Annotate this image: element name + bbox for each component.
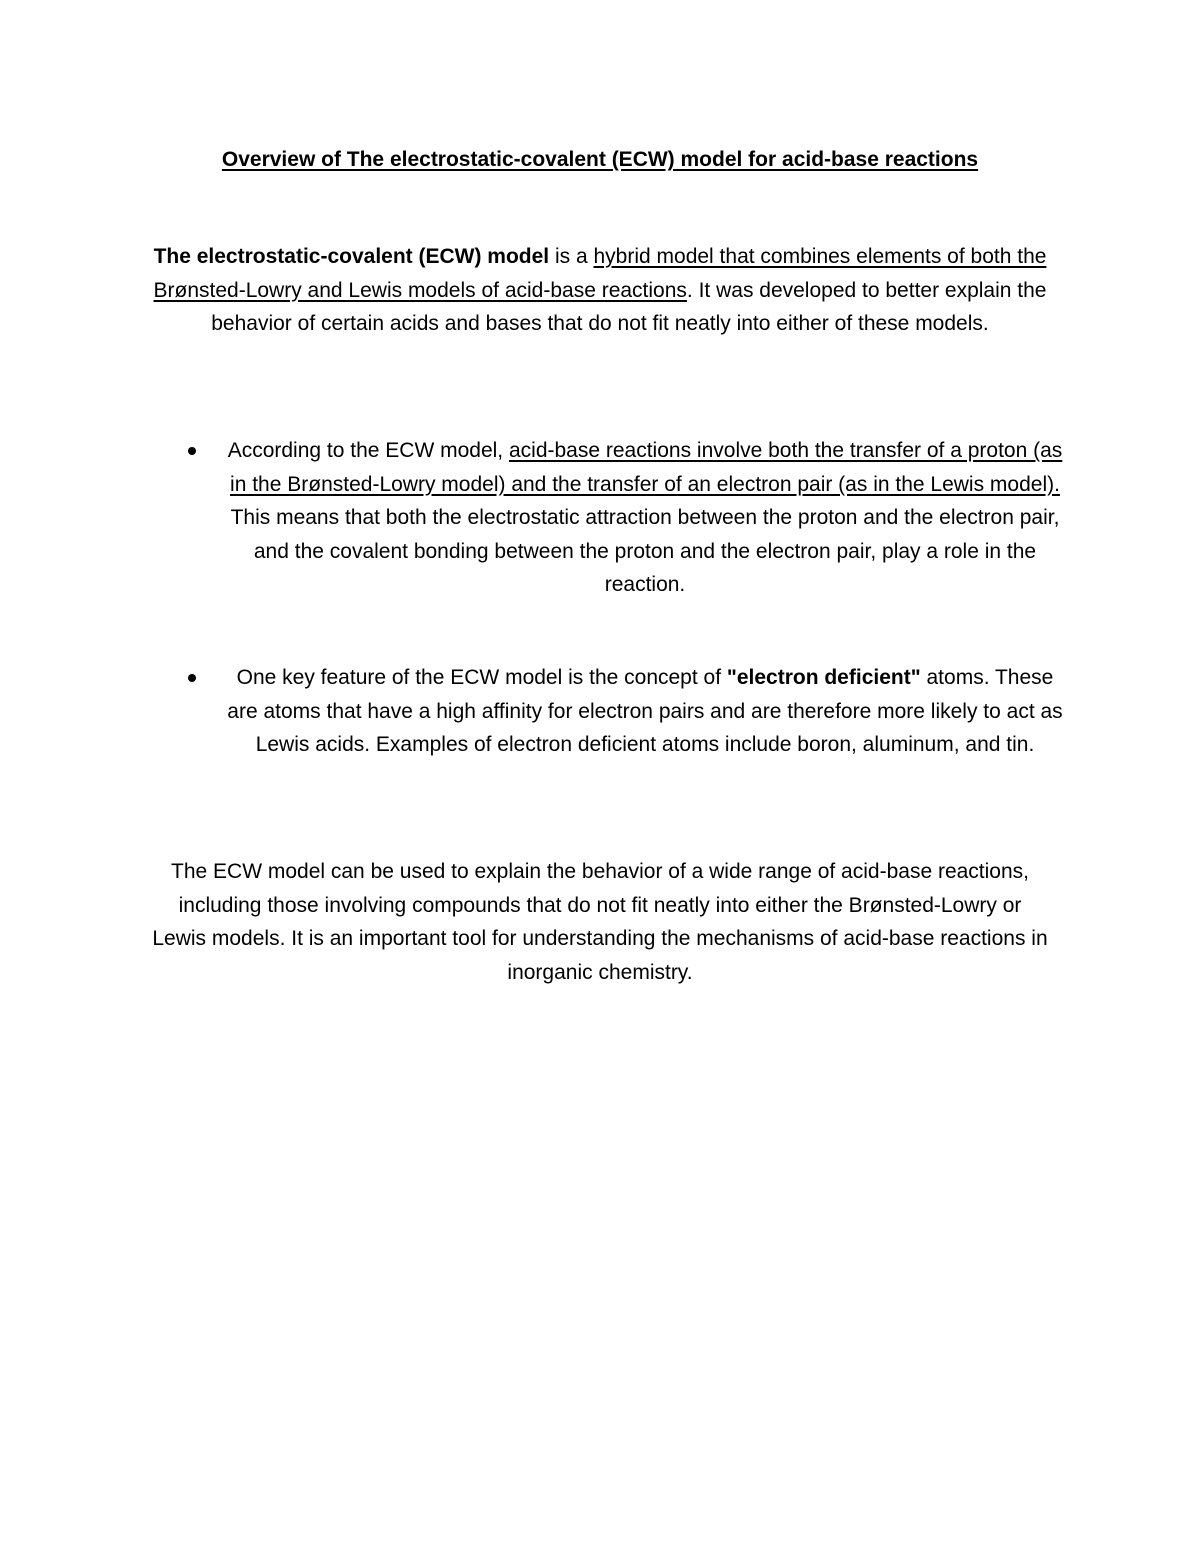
bullet-icon xyxy=(185,444,199,458)
page-title: Overview of The electrostatic-covalent (ECW) model for acid-base reactions xyxy=(221,148,979,171)
bullet-1-text-2: This means that both the electrostatic attraction between the proton and the electron pair, and the covalent bonding between the proton and the electron pair, play a role in the reaction. xyxy=(230,506,1060,597)
intro-bold-lead: The electrostatic-covalent (ECW) model xyxy=(153,245,550,268)
bullet-1-text-1: According to the ECW model, xyxy=(227,439,509,462)
intro-text-2: . It was developed to better explain the behavior of certain acids and bases that do not fit neatly into either of these models. xyxy=(211,278,1047,336)
intro-underlined-text: hybrid model that combines elements of both the Brønsted-Lowry and Lewis models of acid-base reactions xyxy=(153,245,1047,302)
intro-text-1: is a xyxy=(549,245,594,268)
bullet-1-underlined-text: acid-base reactions involve both the transfer of a proton (as in the Brønsted-Lowry model) and the transfer of an electron pair (as in the Lewis model). xyxy=(230,439,1063,496)
bullet-icon xyxy=(185,671,199,685)
bullet-2-text-1: One key feature of the ECW model is the concept of xyxy=(236,666,727,689)
intro-paragraph xyxy=(130,240,1070,341)
bullet-text xyxy=(220,434,1070,602)
bullet-2-bold-term: "electron deficient" xyxy=(726,666,921,689)
conclusion-paragraph: The ECW model can be used to explain the behavior of a wide range of acid-base reactions, including those involving compounds that do not fit neatly into either the Brønsted-Lowry or Lewis models. It is an important tool for understanding the mechanisms of acid-base reactions in inorganic chemistry. xyxy=(152,860,1048,984)
bullet-2-text-2: atoms. These are atoms that have a high affinity for electron pairs and are therefore more likely to act as Lewis acids. Examples of electron deficient atoms include boron, aluminum, and tin. xyxy=(227,666,1063,757)
bullet-text xyxy=(220,661,1070,762)
